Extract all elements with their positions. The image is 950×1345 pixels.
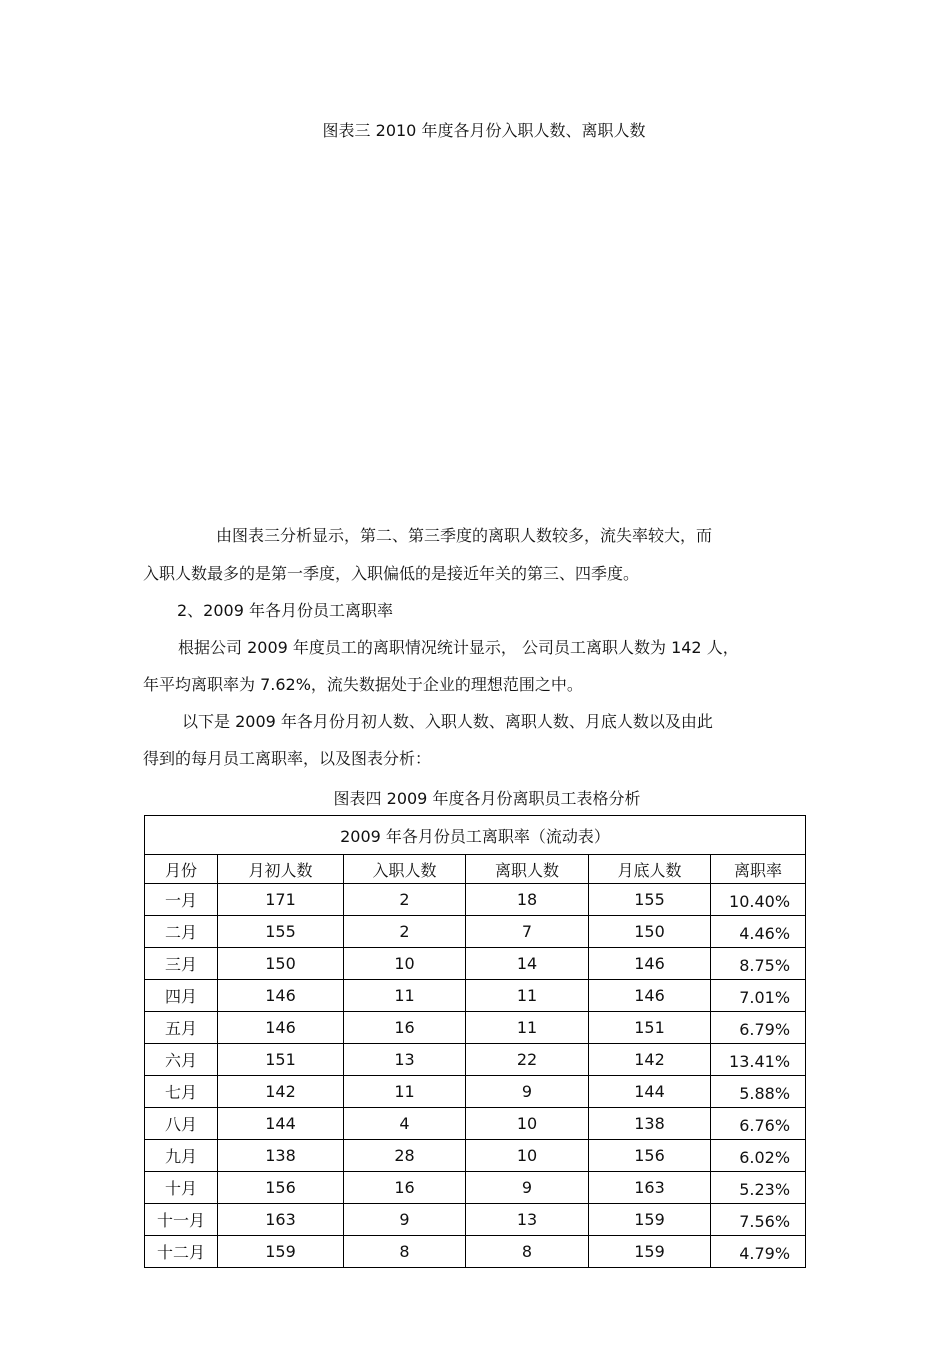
cell-month: 十二月 xyxy=(145,1236,218,1268)
cell-start-count: 146 xyxy=(218,1012,344,1044)
cell-departures: 14 xyxy=(466,948,589,980)
cell-end-count: 146 xyxy=(589,980,711,1012)
cell-month: 九月 xyxy=(145,1140,218,1172)
cell-departures: 22 xyxy=(466,1044,589,1076)
cell-month: 十月 xyxy=(145,1172,218,1204)
stats-paragraph-line2: 年平均离职率为 7.62%，流失数据处于企业的理想范围之中。 xyxy=(143,675,583,694)
cell-month: 一月 xyxy=(145,884,218,916)
stats-paragraph-line1: 根据公司 2009 年度员工的离职情况统计显示， 公司员工离职人数为 142 人， xyxy=(178,638,739,657)
cell-month: 八月 xyxy=(145,1108,218,1140)
cell-start-count: 159 xyxy=(218,1236,344,1268)
cell-turnover-rate: 4.46% xyxy=(711,916,806,948)
cell-turnover-rate: 7.01% xyxy=(711,980,806,1012)
table-row xyxy=(145,1204,806,1236)
cell-end-count: 159 xyxy=(589,1204,711,1236)
cell-start-count: 150 xyxy=(218,948,344,980)
cell-hires: 9 xyxy=(344,1204,466,1236)
figure4-caption: 图表四 2009 年度各月份离职员工表格分析 xyxy=(333,789,641,808)
cell-end-count: 138 xyxy=(589,1108,711,1140)
cell-end-count: 155 xyxy=(589,884,711,916)
cell-hires: 16 xyxy=(344,1172,466,1204)
cell-month: 二月 xyxy=(145,916,218,948)
cell-start-count: 144 xyxy=(218,1108,344,1140)
column-header-month: 月份 xyxy=(145,855,218,884)
table-row xyxy=(145,1236,806,1268)
cell-turnover-rate: 6.79% xyxy=(711,1012,806,1044)
cell-start-count: 138 xyxy=(218,1140,344,1172)
cell-hires: 4 xyxy=(344,1108,466,1140)
cell-hires: 2 xyxy=(344,916,466,948)
cell-end-count: 151 xyxy=(589,1012,711,1044)
table-row xyxy=(145,1172,806,1204)
table-row xyxy=(145,1108,806,1140)
table-row xyxy=(145,1140,806,1172)
cell-end-count: 159 xyxy=(589,1236,711,1268)
cell-start-count: 171 xyxy=(218,884,344,916)
table-row xyxy=(145,1044,806,1076)
cell-hires: 2 xyxy=(344,884,466,916)
cell-start-count: 156 xyxy=(218,1172,344,1204)
cell-turnover-rate: 4.79% xyxy=(711,1236,806,1268)
table-row xyxy=(145,1076,806,1108)
table-title-row xyxy=(145,816,806,855)
cell-month: 七月 xyxy=(145,1076,218,1108)
cell-hires: 13 xyxy=(344,1044,466,1076)
cell-month: 四月 xyxy=(145,980,218,1012)
cell-departures: 10 xyxy=(466,1108,589,1140)
table-row xyxy=(145,980,806,1012)
cell-departures: 11 xyxy=(466,1012,589,1044)
column-header-turnover-rate: 离职率 xyxy=(711,855,806,884)
cell-turnover-rate: 8.75% xyxy=(711,948,806,980)
cell-departures: 7 xyxy=(466,916,589,948)
cell-hires: 8 xyxy=(344,1236,466,1268)
table-header-row xyxy=(145,855,806,884)
cell-end-count: 163 xyxy=(589,1172,711,1204)
cell-departures: 9 xyxy=(466,1076,589,1108)
cell-turnover-rate: 6.02% xyxy=(711,1140,806,1172)
cell-turnover-rate: 10.40% xyxy=(711,884,806,916)
turnover-table xyxy=(144,815,806,1268)
cell-turnover-rate: 6.76% xyxy=(711,1108,806,1140)
cell-month: 三月 xyxy=(145,948,218,980)
cell-start-count: 146 xyxy=(218,980,344,1012)
column-header-departures: 离职人数 xyxy=(466,855,589,884)
table-row xyxy=(145,884,806,916)
cell-departures: 10 xyxy=(466,1140,589,1172)
intro-paragraph-line2: 得到的每月员工离职率，以及图表分析： xyxy=(143,749,432,768)
column-header-hires: 入职人数 xyxy=(344,855,466,884)
cell-departures: 8 xyxy=(466,1236,589,1268)
column-header-start-count: 月初人数 xyxy=(218,855,344,884)
cell-end-count: 144 xyxy=(589,1076,711,1108)
cell-turnover-rate: 13.41% xyxy=(711,1044,806,1076)
cell-turnover-rate: 7.56% xyxy=(711,1204,806,1236)
analysis-paragraph-line2: 入职人数最多的是第一季度，入职偏低的是接近年关的第三、四季度。 xyxy=(143,564,640,583)
cell-departures: 13 xyxy=(466,1204,589,1236)
cell-hires: 10 xyxy=(344,948,466,980)
cell-hires: 11 xyxy=(344,1076,466,1108)
cell-turnover-rate: 5.23% xyxy=(711,1172,806,1204)
cell-hires: 11 xyxy=(344,980,466,1012)
cell-start-count: 155 xyxy=(218,916,344,948)
cell-departures: 18 xyxy=(466,884,589,916)
cell-end-count: 156 xyxy=(589,1140,711,1172)
cell-start-count: 142 xyxy=(218,1076,344,1108)
cell-end-count: 142 xyxy=(589,1044,711,1076)
column-header-end-count: 月底人数 xyxy=(589,855,711,884)
cell-end-count: 150 xyxy=(589,916,711,948)
intro-paragraph-line1: 以下是 2009 年各月份月初人数、入职人数、离职人数、月底人数以及由此 xyxy=(182,712,713,731)
analysis-paragraph-line1: 由图表三分析显示，第二、第三季度的离职人数较多，流失率较大，而 xyxy=(216,526,713,545)
cell-month: 六月 xyxy=(145,1044,218,1076)
cell-turnover-rate: 5.88% xyxy=(711,1076,806,1108)
cell-start-count: 151 xyxy=(218,1044,344,1076)
cell-start-count: 163 xyxy=(218,1204,344,1236)
cell-month: 十一月 xyxy=(145,1204,218,1236)
cell-month: 五月 xyxy=(145,1012,218,1044)
figure3-caption: 图表三 2010 年度各月份入职人数、离职人数 xyxy=(322,121,646,140)
cell-hires: 16 xyxy=(344,1012,466,1044)
cell-hires: 28 xyxy=(344,1140,466,1172)
cell-departures: 11 xyxy=(466,980,589,1012)
table-row xyxy=(145,1012,806,1044)
cell-departures: 9 xyxy=(466,1172,589,1204)
cell-end-count: 146 xyxy=(589,948,711,980)
table-title: 2009 年各月份员工离职率（流动表） xyxy=(145,816,806,855)
table-row xyxy=(145,916,806,948)
section2-heading: 2、2009 年各月份员工离职率 xyxy=(177,601,393,620)
table-row xyxy=(145,948,806,980)
